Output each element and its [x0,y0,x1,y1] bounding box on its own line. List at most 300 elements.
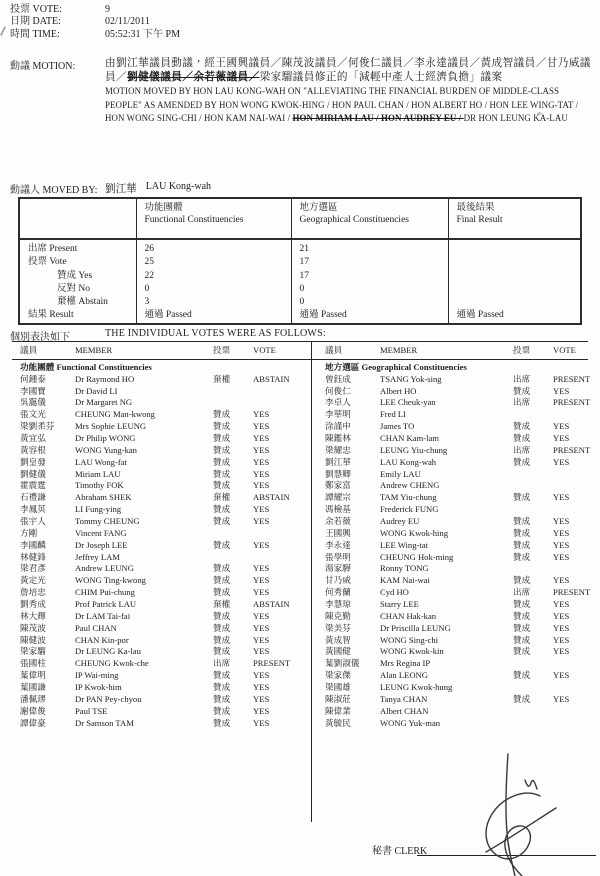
member-name-en: Dr Samson TAM [75,717,134,728]
member-name-cn: 霍震霆 [20,480,46,491]
member-name-cn: 林大輝 [20,610,46,621]
final-value [448,283,581,296]
functional-value: 3 [136,296,291,309]
member-name-cn: 李慧琼 [325,599,351,610]
member-vote-cn: 贊成 [213,504,231,515]
scan-artifact-mark [0,26,6,36]
member-name-cn: 張國柱 [20,658,46,669]
summary-row-result [19,309,581,323]
functional-section-header [20,361,311,374]
member-vote-en: YES [553,622,570,633]
member-name-en: Paul TSE [75,705,108,716]
time-row [10,29,180,41]
final-value [448,239,581,256]
member-vote-en [553,504,588,516]
member-name-cn: 李卓人 [325,397,351,408]
member-name-en: Dr LEUNG Ka-lau [75,646,141,657]
member-name-en: LEE Wing-tat [380,539,428,550]
member-name-cn: 李永達 [325,539,351,550]
member-name-cn: 黃成智 [325,634,351,645]
member-vote-row [20,409,311,421]
member-vote-cn: 贊成 [213,717,231,728]
member-name-en: Ronny TONG [380,563,429,574]
individual-votes-title-cn: 個別表決如下 [10,332,70,343]
member-name-en: Mrs Regina IP [380,658,431,669]
member-vote-en: YES [253,610,270,621]
member-vote-en: YES [253,670,270,681]
member-name-cn: 劉秀成 [20,599,46,610]
member-vote-row [20,646,311,658]
geographical-value: 17 [291,270,448,283]
member-name-cn: 葉劉淑儀 [325,658,360,669]
member-vote-cn: 贊成 [213,575,231,586]
member-vote-row [325,386,588,398]
motion-cn-text-tail: 梁家騮議員修正的「減輕中產人士經濟負擔」議案 [259,72,503,84]
member-name-cn: 陳健波 [20,634,46,645]
summary-header-final-cn: 最後結果 [456,203,495,213]
member-vote-cn: 贊成 [513,634,531,645]
vote-col-en: VOTE [253,345,276,355]
member-name-cn: 張學明 [325,551,351,562]
member-name-cn: 李國寶 [20,385,46,396]
member-vote-cn [513,706,553,718]
functional-value: 25 [136,256,291,269]
member-vote-en: YES [553,599,570,610]
member-col-cn: 議員 [325,345,343,355]
member-vote-en: PRESENT [553,587,591,598]
final-value [448,270,581,283]
member-vote-en: YES [553,551,570,562]
member-name-cn: 王國興 [325,527,351,538]
member-vote-cn: 贊成 [513,670,531,681]
member-vote-cn: 贊成 [513,622,531,633]
member-vote-en: YES [553,634,570,645]
member-name-cn: 林健鋒 [20,551,46,562]
member-vote-en: YES [553,456,570,467]
member-name-en: WONG Kwok-kin [380,646,444,657]
geographical-value: 0 [291,296,448,309]
member-name-en: CHEUNG Man-kwong [75,409,155,420]
member-vote-row [20,457,311,469]
moved-by-label: 動議人 MOVED BY: [10,185,98,196]
member-name-en: Andrew CHENG [380,480,440,491]
summary-row-yes [19,270,581,283]
member-vote-en [553,409,588,421]
member-vote-row [325,552,588,564]
member-vote-en: YES [553,432,570,443]
member-vote-cn [213,552,253,564]
column-header-row [325,344,588,361]
member-vote-cn: 贊成 [213,539,231,550]
member-name-cn: 黃毓民 [325,717,351,728]
vote-number-row [10,4,180,16]
member-vote-en [553,469,588,481]
member-name-cn: 何秀蘭 [325,587,351,598]
member-vote-cn: 贊成 [213,634,231,645]
row-label: 棄權 Abstain [57,297,108,308]
member-vote-cn: 棄權 [213,599,231,610]
member-col-cn: 議員 [20,345,38,355]
member-vote-cn: 贊成 [513,693,531,704]
time-label: 時間 TIME: [10,28,60,40]
geographical-value: 17 [291,256,448,269]
vote-col-cn: 投票 [213,345,231,355]
member-vote-cn: 贊成 [513,492,531,503]
member-vote-en: ABSTAIN [253,492,290,503]
member-name-cn: 梁家騮 [20,646,46,657]
member-name-cn: 陳克勤 [325,610,351,621]
member-vote-row [20,718,311,730]
member-name-cn: 黃國健 [325,646,351,657]
member-vote-row [20,480,311,492]
member-name-en: IP Kwok-him [75,682,122,693]
member-name-cn: 鄭家富 [325,480,351,491]
member-name-cn: 馮檢基 [325,504,351,515]
member-name-cn: 劉慧卿 [325,468,351,479]
member-name-en: IP Wai-ming [75,670,119,681]
member-vote-row [20,552,311,564]
member-vote-row [20,492,311,504]
member-name-en: Prof Patrick LAU [75,599,137,610]
functional-value: 0 [136,283,291,296]
member-vote-cn: 棄權 [213,373,231,384]
member-name-en: TAM Yiu-chung [380,492,437,503]
member-vote-en: YES [553,610,570,621]
member-vote-cn: 贊成 [213,610,231,621]
member-name-cn: 梁國雄 [325,682,351,693]
member-vote-row [325,706,588,718]
member-name-en: LEE Cheuk-yan [380,397,436,408]
member-vote-cn [513,563,553,575]
member-name-en: WONG Ting-kwong [75,575,146,586]
member-vote-cn [513,469,553,481]
member-vote-cn: 贊成 [213,705,231,716]
member-vote-cn: 出席 [513,444,531,455]
member-vote-cn [213,397,253,409]
member-name-en: Dr David LI [75,385,118,396]
member-name-en: KAM Nai-wai [380,575,430,586]
member-name-cn: 譚偉豪 [20,717,46,728]
member-vote-cn: 出席 [513,587,531,598]
member-name-en: CHAN Kin-por [75,634,129,645]
member-vote-cn: 贊成 [213,480,231,491]
column-header-row [20,344,311,361]
date-label: 日期 DATE: [10,16,61,28]
member-vote-row [20,599,311,611]
member-name-cn: 曾鈺成 [325,373,351,384]
member-vote-row [325,587,591,599]
member-vote-cn [513,409,553,421]
summary-header-functional-cn: 功能團體 [144,203,183,213]
motion-en-struck-text: HON MIRIAM LAU / HON AUDREY EU / [292,112,464,123]
summary-header-functional [136,198,291,239]
member-vote-row [20,469,311,481]
functional-section-cn: 功能團體 [20,361,55,372]
member-name-en: WONG Kwok-hing [380,527,449,538]
member-vote-row [20,386,311,398]
summary-header-row [19,198,581,239]
member-vote-cn: 贊成 [213,682,231,693]
member-name-cn: 李鳳英 [20,504,46,515]
member-vote-en: YES [253,587,270,598]
clerk-signature [452,748,600,876]
member-name-en: Frederick FUNG [380,504,439,515]
member-vote-row [20,516,311,528]
member-vote-row [325,540,588,552]
member-vote-row [20,575,311,587]
member-vote-en: YES [553,575,570,586]
member-vote-en: YES [253,622,270,633]
member-vote-row [325,575,588,587]
member-vote-en: YES [253,563,270,574]
motion-label: 動議 MOTION: [10,61,76,72]
member-vote-row [20,611,311,623]
mover-name-en: LAU Kong-wah [145,181,212,192]
member-vote-en: ABSTAIN [253,373,290,384]
member-vote-en: YES [253,409,270,420]
member-vote-cn: 贊成 [513,527,531,538]
member-vote-row [20,421,311,433]
member-vote-cn: 贊成 [513,421,531,432]
member-name-en: LAU Kong-wah [380,456,437,467]
member-vote-cn [513,682,553,694]
member-vote-cn: 贊成 [213,432,231,443]
member-vote-cn: 贊成 [513,610,531,621]
member-vote-en: YES [253,634,270,645]
member-name-cn: 張文光 [20,409,46,420]
member-vote-row [20,528,311,540]
member-vote-en [553,658,588,670]
member-name-en: Alan LEONG [380,670,428,681]
member-vote-cn: 贊成 [213,468,231,479]
summary-row-no [19,283,581,296]
member-vote-cn [213,386,253,398]
member-name-en: Dr Raymond HO [75,373,135,384]
member-vote-row [325,623,588,635]
member-vote-en [553,682,588,694]
geographical-section-en: Geographical Constituencies [361,361,467,372]
member-vote-row [20,587,311,599]
member-vote-cn: 贊成 [213,456,231,467]
member-name-en: LAU Wong-fat [75,456,127,467]
member-name-cn: 陳鑑林 [325,432,351,443]
member-vote-row [325,611,588,623]
member-name-en: Tanya CHAN [380,693,428,704]
member-vote-en [553,718,588,730]
member-vote-en [553,706,588,718]
member-vote-cn: 贊成 [513,516,531,526]
member-vote-row [20,706,311,718]
member-vote-en: PRESENT [553,397,591,408]
member-name-en: Dr Priscilla LEUNG [380,622,451,633]
member-vote-en: YES [553,385,570,396]
member-vote-cn: 贊成 [513,456,531,467]
member-name-cn: 張宇人 [20,516,46,526]
member-vote-row [20,445,311,457]
functional-section-en: Functional Constituencies [56,361,152,372]
member-name-en: Vincent FANG [75,527,127,538]
member-name-cn: 葉偉明 [20,670,46,681]
mover-name-cn: 劉江華 [105,184,137,195]
member-name-en: LEUNG Kwok-hung [380,682,453,693]
member-vote-en: YES [553,670,570,681]
member-vote-row [325,658,588,670]
member-vote-row [20,540,311,552]
motion-cn-text: 由劉江華議員動議，經王國興議員／陳茂波議員／何俊仁議員／李永達議員／黃成智議員／甘乃威議員／ [105,58,591,84]
member-name-en: WONG Yung-kan [75,444,137,455]
member-vote-row [325,504,588,516]
member-name-en: CHEUNG Hok-ming [380,551,454,562]
member-vote-cn: 出席 [513,397,531,408]
member-name-en: LI Fung-ying [75,504,122,515]
member-vote-en [253,397,311,409]
member-name-en: Dr PAN Pey-chyou [75,693,142,704]
summary-header-final [448,198,581,239]
member-vote-row [20,670,311,682]
member-name-cn: 吳靄儀 [20,397,46,408]
member-vote-row [325,528,588,540]
member-vote-cn: 贊成 [513,551,531,562]
member-vote-row [20,682,311,694]
member-name-en: Fred LI [380,409,407,420]
member-vote-en: YES [553,539,570,550]
member-vote-cn [513,718,553,730]
member-vote-en: YES [253,480,270,491]
member-vote-row [325,563,588,575]
member-vote-en: YES [253,504,270,515]
geographical-value: 0 [291,283,448,296]
member-vote-en: YES [553,516,570,526]
functional-value: 26 [136,239,291,256]
member-vote-cn: 贊成 [213,516,231,526]
vote-number-label: 投票 VOTE: [10,4,62,15]
member-vote-cn: 棄權 [213,492,231,503]
member-vote-cn: 贊成 [513,646,531,657]
member-vote-en: YES [553,421,570,432]
member-name-en: Jeffrey LAM [75,551,120,562]
member-vote-row [325,397,591,409]
member-vote-cn: 出席 [513,373,531,384]
member-name-en: Audrey EU [380,516,420,526]
member-name-cn: 謝偉俊 [20,705,46,716]
member-vote-cn [513,658,553,670]
summary-row-vote [19,256,581,269]
member-vote-row [325,469,588,481]
member-name-cn: 陳淑莊 [325,693,351,704]
geographical-votes-column [311,344,591,729]
member-name-cn: 劉皇發 [20,456,46,467]
member-vote-cn [513,480,553,492]
document-header [10,4,180,41]
member-vote-en: YES [553,693,570,704]
member-col-en: MEMBER [75,345,113,355]
member-name-en: CHIM Pui-chung [75,587,135,598]
member-name-cn: 潘佩璆 [20,693,46,704]
geographical-value: 21 [291,239,448,256]
member-name-en: Andrew LEUNG [75,563,134,574]
member-name-en: Dr Margaret NG [75,397,133,408]
member-name-en: James TO [380,421,415,432]
member-vote-en: YES [253,705,270,716]
member-name-cn: 詹培忠 [20,587,46,598]
member-name-cn: 黃容根 [20,444,46,455]
member-name-en: CHAN Kam-lam [380,432,439,443]
member-name-cn: 余若薇 [325,516,351,526]
member-vote-row [325,635,588,647]
final-value: 通過 Passed [448,309,581,323]
motion-en-text: MOTION MOVED BY HON LAU KONG-WAH ON "ALLEVIATING THE FINANCIAL BURDEN OF MIDDLE-CLASS PEOPLE" AS AMENDED BY HON WONG KWOK-HING / HON PAUL CHAN / HON ALBERT HO / HON LEE WING-TAT / HON WONG SING-CHI / HON KAM NAI-WAI / [105,86,579,123]
motion-en-text-tail: DR HON LEUNG KA-LAU [463,112,568,123]
date-value: 02/11/2011 [105,16,150,28]
member-name-cn: 甘乃威 [325,575,351,586]
row-label: 贊成 Yes [57,270,93,281]
member-vote-cn: 贊成 [213,409,231,420]
member-vote-row [20,504,311,516]
member-vote-en: ABSTAIN [253,599,290,610]
member-vote-en: YES [553,646,570,657]
member-vote-row [20,694,311,706]
functional-votes-column [12,344,311,729]
member-name-en: Dr Philip WONG [75,432,136,443]
member-name-cn: 梁耀忠 [325,444,351,455]
geographical-section-header [325,361,588,374]
member-vote-en [553,563,588,575]
member-vote-row [325,373,591,386]
member-vote-row [325,444,591,457]
member-vote-en: YES [253,682,270,693]
member-vote-cn: 贊成 [213,693,231,704]
member-vote-cn: 贊成 [213,670,231,681]
member-name-cn: 何俊仁 [325,385,351,396]
member-vote-en [253,552,311,564]
member-vote-en: YES [253,516,270,526]
vote-number-value: 9 [105,4,110,15]
member-vote-row [20,623,311,635]
member-vote-en: YES [553,527,570,538]
vote-col-cn: 投票 [513,345,531,355]
member-name-cn: 劉健儀 [20,468,46,479]
member-name-en: Tommy CHEUNG [75,516,140,526]
member-vote-row [325,409,588,421]
member-vote-cn: 贊成 [213,563,231,574]
member-name-cn: 黃宜弘 [20,432,46,443]
member-vote-en: YES [253,575,270,586]
summary-header-empty [19,198,136,239]
member-vote-en [253,528,311,540]
member-vote-cn: 贊成 [513,432,531,443]
member-vote-en: PRESENT [553,444,591,455]
member-name-en: CHEUNG Kwok-che [75,658,149,669]
summary-header-geographical-en: Geographical Constituencies [299,214,409,225]
member-name-en: WONG Yuk-man [380,717,441,728]
member-name-cn: 李華明 [325,409,351,420]
member-vote-row [325,682,588,694]
member-vote-en [253,386,311,398]
member-name-cn: 梁美芬 [325,622,351,633]
member-vote-en: YES [253,444,270,455]
member-vote-cn: 贊成 [213,444,231,455]
member-vote-row [325,480,588,492]
summary-row-abstain [19,296,581,309]
member-name-en: CHAN Hak-kan [380,610,437,621]
member-name-en: Miriam LAU [75,468,121,479]
member-vote-en: PRESENT [253,658,291,669]
summary-header-final-en: Final Result [456,214,503,225]
member-vote-row [20,374,311,386]
member-vote-cn: 贊成 [513,539,531,550]
member-name-cn: 梁劉柔芬 [20,421,55,432]
member-name-en: TSANG Yok-sing [380,373,442,384]
